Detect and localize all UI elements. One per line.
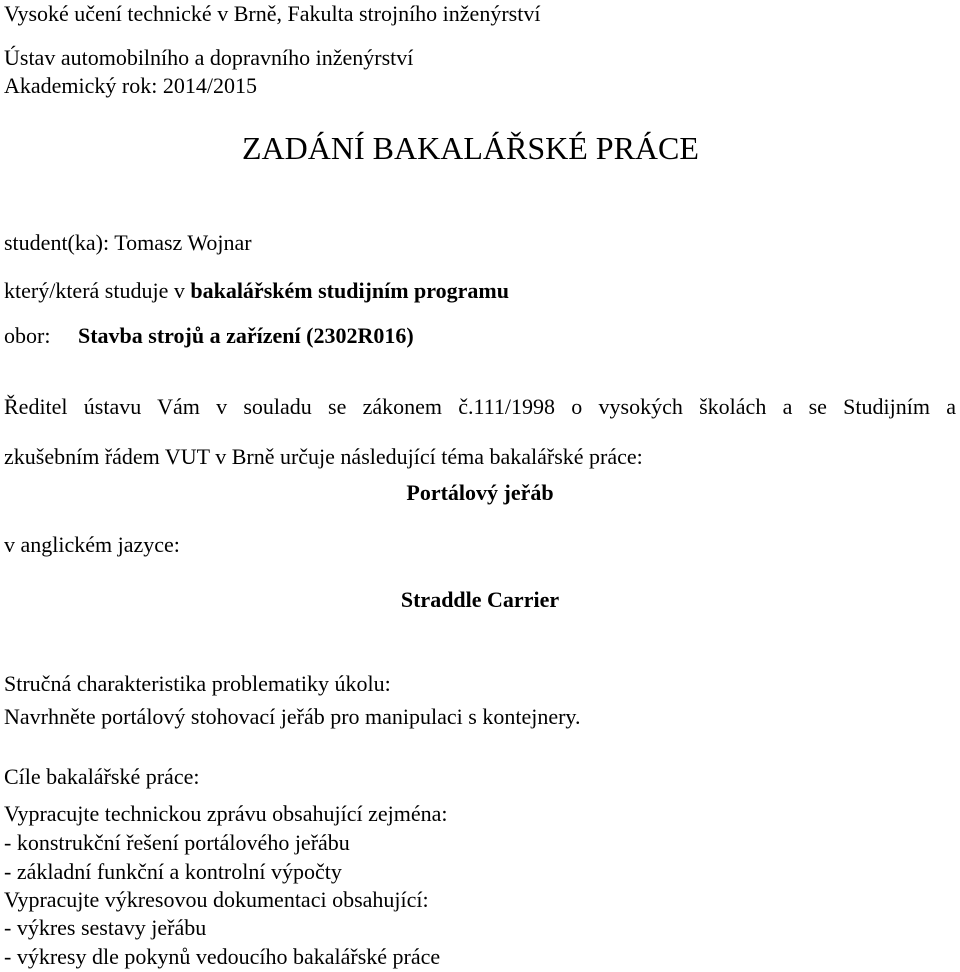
program-prefix: který/která studuje v [4, 278, 185, 303]
directive-line-1: Ředitel ústavu Vám v souladu se zákonem č.111/1998 o vysokých školách a se Studijním a [4, 394, 956, 419]
page-title: ZADÁNÍ BAKALÁŘSKÉ PRÁCE [242, 130, 699, 166]
goals-line: - výkresy dle pokynů vedoucího bakalářské práce [4, 944, 441, 969]
goals-heading: Cíle bakalářské práce: [4, 764, 200, 789]
topic-czech: Portálový jeřáb [406, 480, 554, 505]
field-name: Stavba strojů a zařízení (2302R016) [78, 323, 414, 348]
university-name: Vysoké učení technické v Brně, Fakulta strojního inženýrství [4, 1, 541, 26]
goals-line: Vypracujte technickou zprávu obsahující zejména: [4, 801, 448, 826]
academic-year: Akademický rok: 2014/2015 [4, 73, 257, 98]
student-line [4, 232, 252, 254]
topic-english: Straddle Carrier [400, 587, 560, 612]
student-label: student(ka): [4, 230, 110, 255]
goals-line: - konstrukční řešení portálového jeřábu [4, 830, 350, 855]
field-label: obor: [4, 323, 51, 348]
directive-line-2: zkušebním řádem VUT v Brně určuje následující téma bakalářské práce: [4, 444, 643, 469]
characteristics-heading: Stručná charakteristika problematiky úkolu: [4, 671, 391, 696]
student-name: Tomasz Wojnar [114, 230, 252, 255]
english-label: v anglickém jazyce: [4, 532, 180, 557]
program-line [4, 280, 509, 302]
program-name: bakalářském studijním programu [190, 278, 509, 303]
goals-line: - základní funkční a kontrolní výpočty [4, 859, 342, 884]
characteristics-text: Navrhněte portálový stohovací jeřáb pro manipulaci s kontejnery. [4, 704, 581, 729]
goals-line: Vypracujte výkresovou dokumentaci obsahující: [4, 887, 429, 912]
goals-line: - výkres sestavy jeřábu [4, 915, 207, 940]
institute-name: Ústav automobilního a dopravního inženýrství [4, 45, 414, 70]
